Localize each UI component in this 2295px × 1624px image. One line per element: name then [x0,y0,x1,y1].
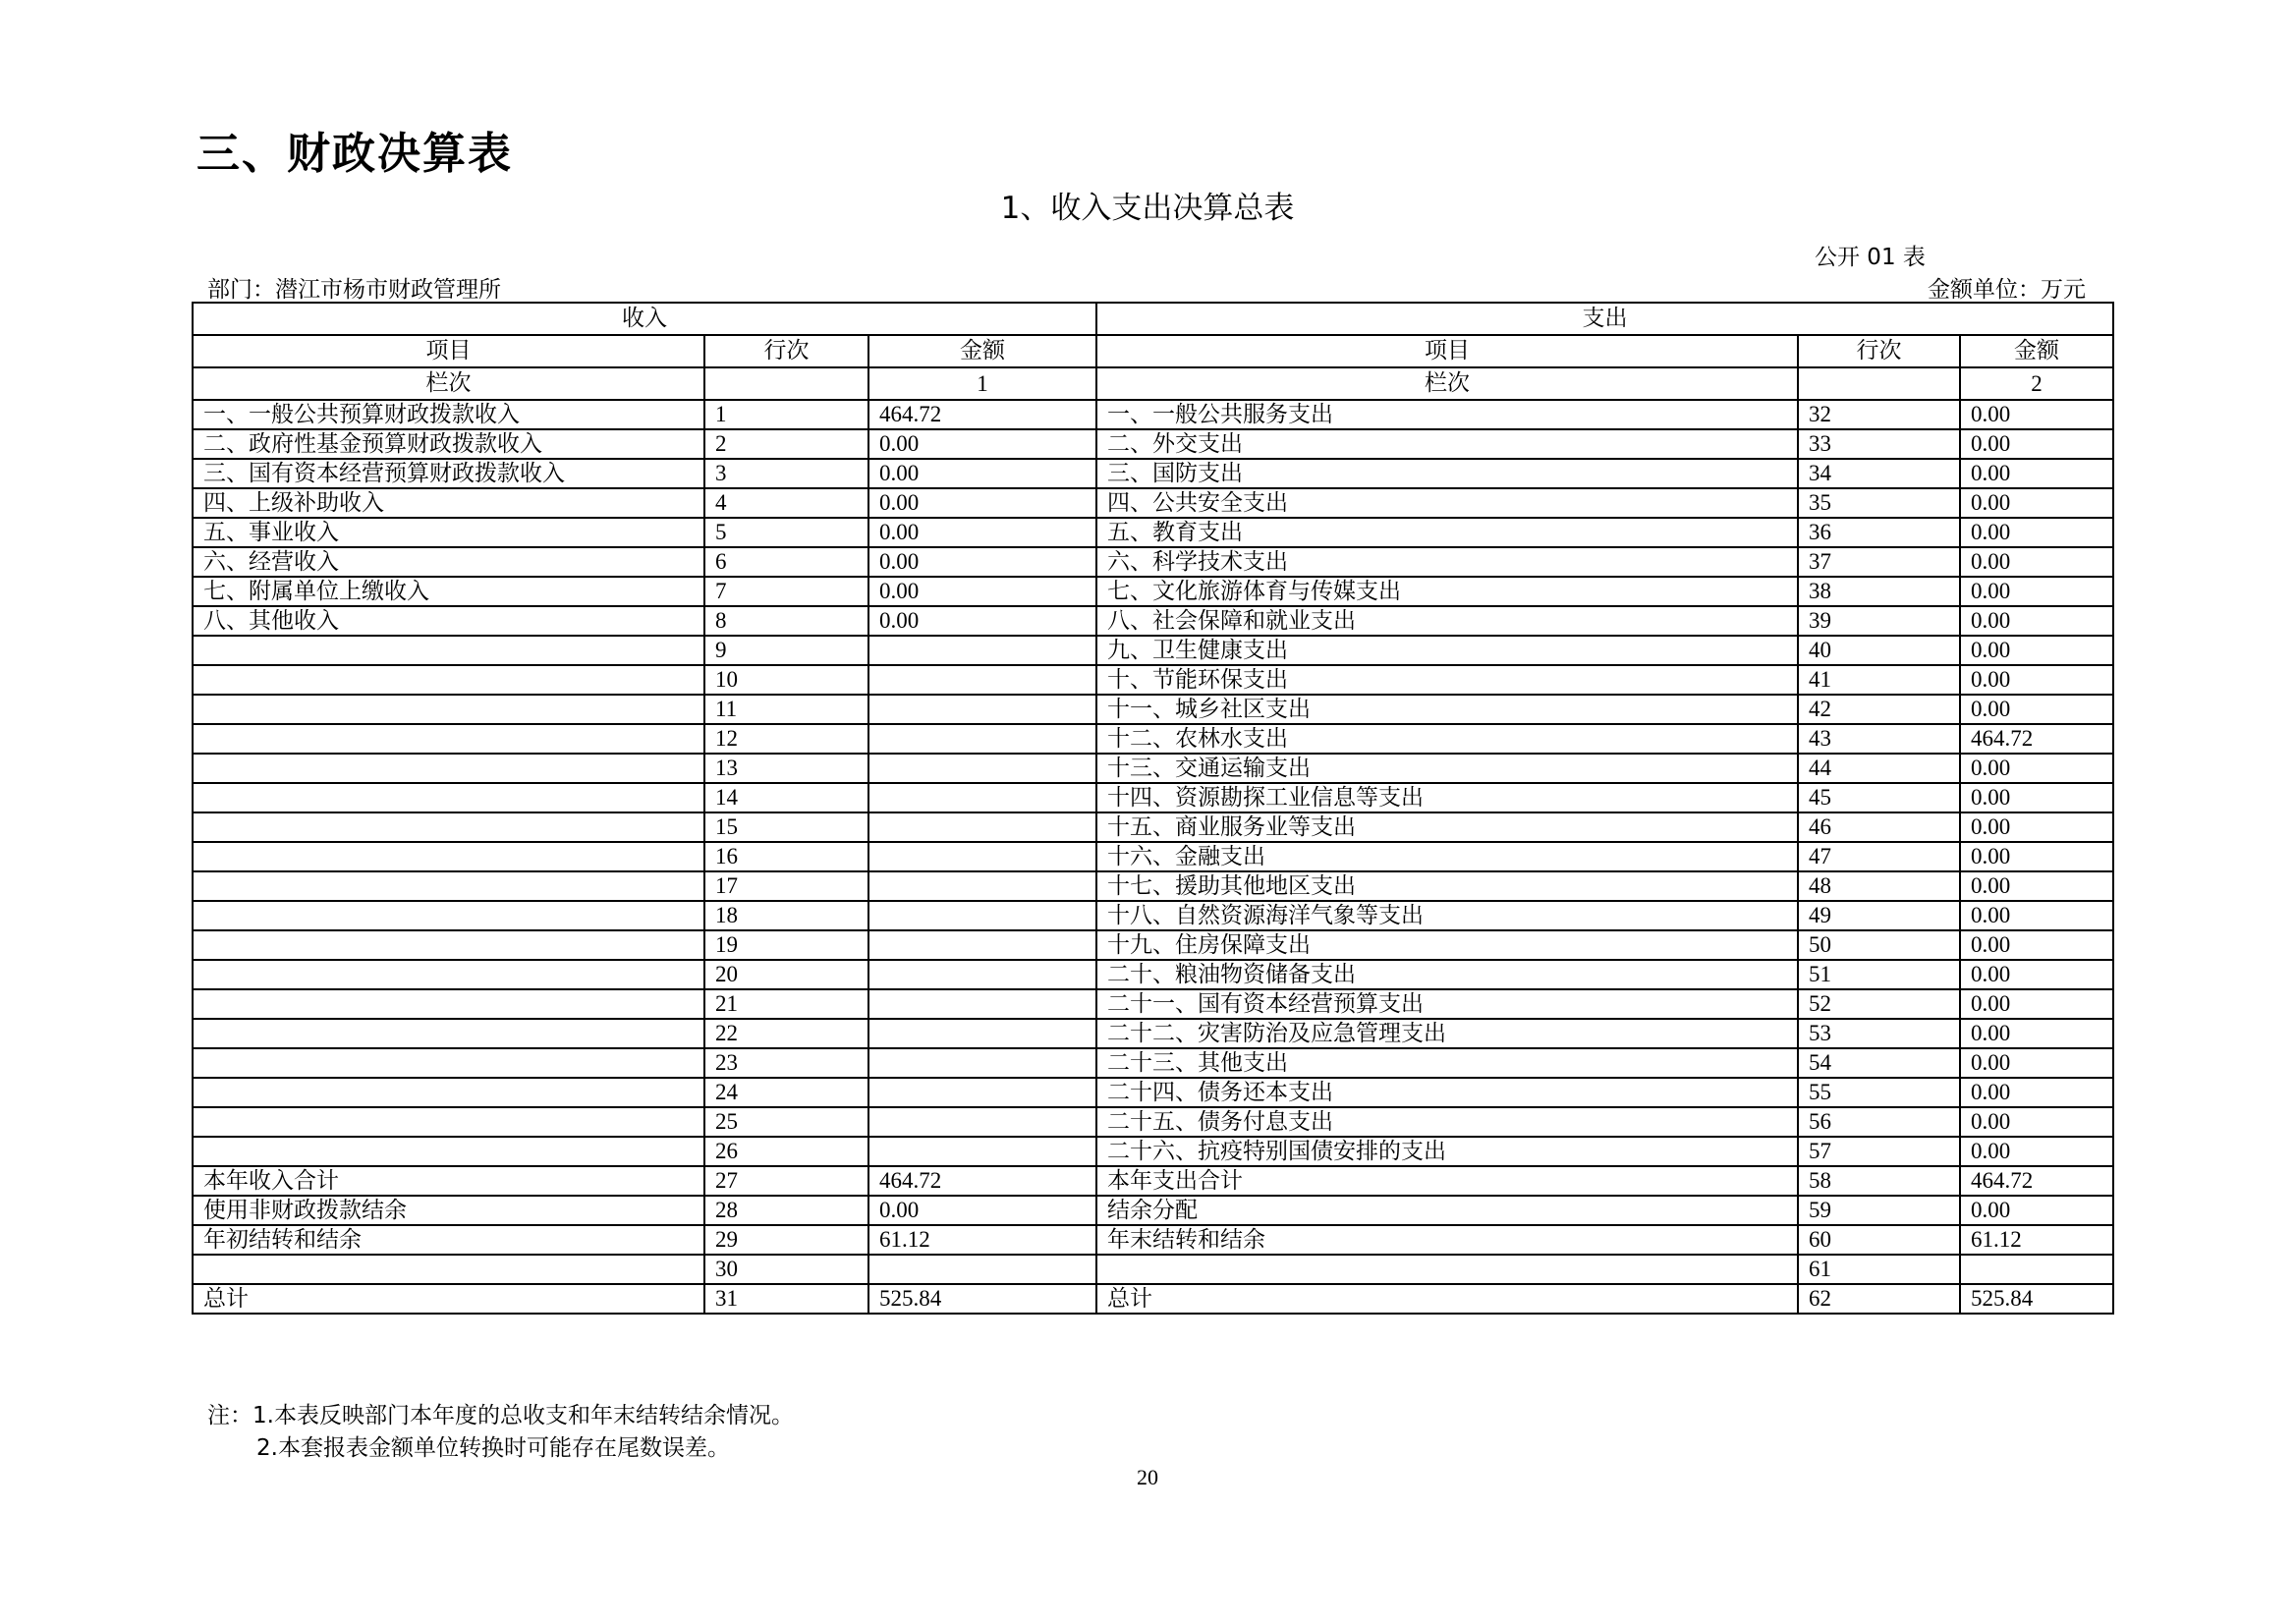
income-amount-cell: 525.84 [868,1284,1096,1314]
table-row [193,754,2113,783]
income-row-number-cell: 24 [704,1078,868,1107]
expense-row-number-cell: 50 [1798,930,1960,960]
income-row-number-cell: 10 [704,665,868,695]
expense-amount-cell: 0.00 [1960,930,2113,960]
income-row-number-cell: 20 [704,960,868,989]
expense-header: 支出 [1096,303,2113,335]
expense-row-number-cell: 46 [1798,812,1960,842]
expense-item-cell [1096,1255,1798,1284]
expense-item-cell: 十、节能环保支出 [1096,665,1798,695]
income-row-number-cell: 17 [704,871,868,901]
table-row [193,1196,2113,1225]
table-row [193,812,2113,842]
table-row [193,636,2113,665]
expense-row-number-cell: 55 [1798,1078,1960,1107]
expense-amount-cell: 0.00 [1960,695,2113,724]
expense-amount-cell: 0.00 [1960,1048,2113,1078]
expense-item-cell: 十四、资源勘探工业信息等支出 [1096,783,1798,812]
income-row-number-cell: 7 [704,577,868,606]
income-amount-cell [868,1048,1096,1078]
expense-item-cell: 十三、交通运输支出 [1096,754,1798,783]
expense-amount-cell: 464.72 [1960,724,2113,754]
income-row-number-cell: 18 [704,901,868,930]
income-row-number-cell: 28 [704,1196,868,1225]
expense-row-number-cell: 51 [1798,960,1960,989]
income-row-number-cell: 3 [704,459,868,488]
table-row [193,577,2113,606]
income-amount-cell: 0.00 [868,1196,1096,1225]
table-notes [207,1400,794,1465]
expense-amount-cell: 0.00 [1960,429,2113,459]
income-item-cell: 四、上级补助收入 [193,488,704,518]
expense-amount-cell: 0.00 [1960,1078,2113,1107]
expense-row-number-cell: 45 [1798,783,1960,812]
table-row [193,871,2113,901]
income-amount-cell [868,1137,1096,1166]
income-row-number-cell: 26 [704,1137,868,1166]
income-amount-cell: 61.12 [868,1225,1096,1255]
table-title: 1、收入支出决算总表 [1000,191,1295,226]
expense-item-cell: 十二、农林水支出 [1096,724,1798,754]
amount-unit-label: 金额单位：万元 [1928,277,2086,303]
expense-row-number-cell: 54 [1798,1048,1960,1078]
table-row [193,547,2113,577]
income-amount-cell [868,695,1096,724]
table-row [193,1107,2113,1137]
income-row-number-cell: 8 [704,606,868,636]
table-row [193,400,2113,429]
income-column-number: 1 [868,367,1096,400]
income-amount-cell [868,1078,1096,1107]
expense-row-number-cell: 56 [1798,1107,1960,1137]
note-2: 2.本套报表金额单位转换时可能存在尾数误差。 [256,1435,730,1461]
income-amount-cell [868,901,1096,930]
income-amount-cell: 0.00 [868,577,1096,606]
expense-item-cell: 十七、援助其他地区支出 [1096,871,1798,901]
income-item-cell: 一、一般公共预算财政拨款收入 [193,400,704,429]
expense-amount-cell: 0.00 [1960,783,2113,812]
income-item-cell [193,636,704,665]
expense-row-no-header: 行次 [1798,335,1960,367]
expense-item-cell: 一、一般公共服务支出 [1096,400,1798,429]
expense-item-cell: 十九、住房保障支出 [1096,930,1798,960]
expense-amount-cell: 0.00 [1960,518,2113,547]
expense-amount-cell: 61.12 [1960,1225,2113,1255]
income-item-cell: 使用非财政拨款结余 [193,1196,704,1225]
expense-item-cell: 二十一、国有资本经营预算支出 [1096,989,1798,1019]
expense-amount-cell: 0.00 [1960,577,2113,606]
income-expense-summary-table [192,302,2114,1315]
income-row-number-cell: 29 [704,1225,868,1255]
income-amount-cell: 0.00 [868,518,1096,547]
table-row [193,429,2113,459]
income-amount-cell [868,1019,1096,1048]
table-row [193,1137,2113,1166]
expense-item-cell: 二十六、抗疫特别国债安排的支出 [1096,1137,1798,1166]
expense-row-number-cell: 57 [1798,1137,1960,1166]
table-row [193,1166,2113,1196]
income-amount-cell [868,665,1096,695]
income-item-cell [193,812,704,842]
column-header-row [193,335,2113,367]
expense-amount-cell: 464.72 [1960,1166,2113,1196]
income-item-cell [193,871,704,901]
expense-row-number-cell: 38 [1798,577,1960,606]
income-item-cell [193,1048,704,1078]
income-amount-cell [868,960,1096,989]
income-row-number-cell: 5 [704,518,868,547]
table-row [193,606,2113,636]
income-amount-cell [868,636,1096,665]
income-row-number-cell: 25 [704,1107,868,1137]
expense-column-number: 2 [1960,367,2113,400]
expense-item-cell: 六、科学技术支出 [1096,547,1798,577]
expense-row-number-cell: 47 [1798,842,1960,871]
income-item-cell: 总计 [193,1284,704,1314]
income-item-cell [193,695,704,724]
income-header: 收入 [193,303,1096,335]
expense-item-cell: 二十四、债务还本支出 [1096,1078,1798,1107]
expense-amount-cell: 0.00 [1960,488,2113,518]
income-amount-cell [868,783,1096,812]
table-row [193,724,2113,754]
expense-item-cell: 二、外交支出 [1096,429,1798,459]
table-row [193,1048,2113,1078]
income-item-cell [193,960,704,989]
expense-row-number-cell: 43 [1798,724,1960,754]
income-row-number-cell: 23 [704,1048,868,1078]
income-row-number-cell: 13 [704,754,868,783]
expense-item-cell: 总计 [1096,1284,1798,1314]
income-amount-cell [868,724,1096,754]
expense-row-number-cell: 62 [1798,1284,1960,1314]
income-item-cell: 本年收入合计 [193,1166,704,1196]
table-row [193,488,2113,518]
expense-row-number-cell: 52 [1798,989,1960,1019]
department-label: 部门：潜江市杨市财政管理所 [207,277,501,303]
income-amount-cell: 0.00 [868,606,1096,636]
income-column-blank [704,367,868,400]
income-amount-cell [868,812,1096,842]
income-item-cell [193,1078,704,1107]
expense-amount-cell: 0.00 [1960,636,2113,665]
expense-row-number-cell: 32 [1798,400,1960,429]
expense-amount-cell: 0.00 [1960,547,2113,577]
table-row [193,783,2113,812]
expense-item-cell: 二十、粮油物资储备支出 [1096,960,1798,989]
expense-amount-cell: 0.00 [1960,1019,2113,1048]
expense-row-number-cell: 49 [1798,901,1960,930]
expense-amount-cell: 0.00 [1960,665,2113,695]
expense-amount-cell: 0.00 [1960,754,2113,783]
expense-item-cell: 四、公共安全支出 [1096,488,1798,518]
form-number: 公开 01 表 [1815,245,1926,270]
expense-row-number-cell: 53 [1798,1019,1960,1048]
expense-item-cell: 十六、金融支出 [1096,842,1798,871]
income-item-cell [193,1019,704,1048]
income-item-cell [193,783,704,812]
expense-row-number-cell: 34 [1798,459,1960,488]
table-row [193,842,2113,871]
expense-item-cell: 十八、自然资源海洋气象等支出 [1096,901,1798,930]
expense-row-number-cell: 59 [1798,1196,1960,1225]
income-row-number-cell: 27 [704,1166,868,1196]
income-amount-cell [868,989,1096,1019]
income-item-cell [193,901,704,930]
expense-amount-cell: 0.00 [1960,901,2113,930]
expense-amount-cell: 0.00 [1960,842,2113,871]
table-row [193,960,2113,989]
income-row-number-cell: 19 [704,930,868,960]
income-amount-cell: 0.00 [868,488,1096,518]
expense-item-cell: 年末结转和结余 [1096,1225,1798,1255]
expense-amount-cell: 0.00 [1960,1196,2113,1225]
page-number: 20 [1137,1465,1158,1489]
expense-amount-cell [1960,1255,2113,1284]
expense-column-label: 栏次 [1096,367,1798,400]
expense-row-number-cell: 58 [1798,1166,1960,1196]
income-row-number-cell: 22 [704,1019,868,1048]
expense-item-cell: 二十五、债务付息支出 [1096,1107,1798,1137]
table-row [193,930,2113,960]
table-row [193,518,2113,547]
expense-item-cell: 三、国防支出 [1096,459,1798,488]
expense-row-number-cell: 42 [1798,695,1960,724]
income-item-cell [193,665,704,695]
income-item-cell: 年初结转和结余 [193,1225,704,1255]
note-1: 注：1.本表反映部门本年度的总收支和年末结转结余情况。 [207,1403,794,1428]
expense-item-cell: 八、社会保障和就业支出 [1096,606,1798,636]
income-item-cell [193,754,704,783]
income-amount-header: 金额 [868,335,1096,367]
expense-item-cell: 二十二、灾害防治及应急管理支出 [1096,1019,1798,1048]
expense-row-number-cell: 61 [1798,1255,1960,1284]
table-row [193,665,2113,695]
expense-amount-cell: 0.00 [1960,812,2113,842]
income-row-number-cell: 4 [704,488,868,518]
table-header-row [193,303,2113,335]
table-row [193,989,2113,1019]
expense-amount-cell: 0.00 [1960,989,2113,1019]
income-item-cell [193,842,704,871]
income-item-cell: 六、经营收入 [193,547,704,577]
income-amount-cell [868,930,1096,960]
expense-row-number-cell: 41 [1798,665,1960,695]
table-row [193,459,2113,488]
expense-item-cell: 二十三、其他支出 [1096,1048,1798,1078]
expense-row-number-cell: 36 [1798,518,1960,547]
income-item-cell [193,1107,704,1137]
expense-amount-cell: 0.00 [1960,1107,2113,1137]
expense-item-cell: 结余分配 [1096,1196,1798,1225]
expense-amount-cell: 0.00 [1960,400,2113,429]
expense-item-cell: 十一、城乡社区支出 [1096,695,1798,724]
income-amount-cell [868,842,1096,871]
table-row [193,1225,2113,1255]
income-item-cell: 二、政府性基金预算财政拨款收入 [193,429,704,459]
income-item-cell: 三、国有资本经营预算财政拨款收入 [193,459,704,488]
expense-item-header: 项目 [1096,335,1798,367]
income-row-number-cell: 6 [704,547,868,577]
income-item-cell [193,1137,704,1166]
income-amount-cell: 464.72 [868,400,1096,429]
income-item-cell [193,989,704,1019]
income-item-cell [193,930,704,960]
income-row-number-cell: 21 [704,989,868,1019]
income-row-number-cell: 9 [704,636,868,665]
income-row-number-cell: 11 [704,695,868,724]
expense-amount-cell: 0.00 [1960,960,2113,989]
expense-amount-cell: 0.00 [1960,1137,2113,1166]
expense-column-blank [1798,367,1960,400]
expense-row-number-cell: 40 [1798,636,1960,665]
income-row-number-cell: 14 [704,783,868,812]
expense-row-number-cell: 37 [1798,547,1960,577]
income-amount-cell [868,871,1096,901]
table-row [193,1284,2113,1314]
income-amount-cell: 0.00 [868,429,1096,459]
expense-row-number-cell: 35 [1798,488,1960,518]
income-row-number-cell: 2 [704,429,868,459]
table-row [193,1078,2113,1107]
expense-amount-cell: 0.00 [1960,459,2113,488]
expense-row-number-cell: 48 [1798,871,1960,901]
income-item-header: 项目 [193,335,704,367]
expense-item-cell: 九、卫生健康支出 [1096,636,1798,665]
expense-item-cell: 七、文化旅游体育与传媒支出 [1096,577,1798,606]
expense-amount-cell: 0.00 [1960,871,2113,901]
income-row-number-cell: 1 [704,400,868,429]
expense-amount-cell: 0.00 [1960,606,2113,636]
expense-amount-header: 金额 [1960,335,2113,367]
table-row [193,1019,2113,1048]
income-row-number-cell: 31 [704,1284,868,1314]
income-row-number-cell: 12 [704,724,868,754]
expense-item-cell: 本年支出合计 [1096,1166,1798,1196]
income-row-number-cell: 15 [704,812,868,842]
section-title: 三、财政决算表 [196,129,513,179]
table-row [193,695,2113,724]
expense-row-number-cell: 39 [1798,606,1960,636]
income-item-cell: 五、事业收入 [193,518,704,547]
income-item-cell [193,1255,704,1284]
income-amount-cell [868,754,1096,783]
income-item-cell [193,724,704,754]
income-item-cell: 七、附属单位上缴收入 [193,577,704,606]
income-amount-cell: 0.00 [868,459,1096,488]
expense-item-cell: 十五、商业服务业等支出 [1096,812,1798,842]
column-number-row [193,367,2113,400]
table-row [193,1255,2113,1284]
expense-row-number-cell: 44 [1798,754,1960,783]
income-row-number-cell: 16 [704,842,868,871]
income-row-number-cell: 30 [704,1255,868,1284]
income-amount-cell [868,1107,1096,1137]
income-column-label: 栏次 [193,367,704,400]
income-amount-cell: 0.00 [868,547,1096,577]
expense-row-number-cell: 33 [1798,429,1960,459]
income-amount-cell: 464.72 [868,1166,1096,1196]
income-row-no-header: 行次 [704,335,868,367]
expense-row-number-cell: 60 [1798,1225,1960,1255]
income-item-cell: 八、其他收入 [193,606,704,636]
table-row [193,901,2113,930]
income-amount-cell [868,1255,1096,1284]
expense-item-cell: 五、教育支出 [1096,518,1798,547]
expense-amount-cell: 525.84 [1960,1284,2113,1314]
